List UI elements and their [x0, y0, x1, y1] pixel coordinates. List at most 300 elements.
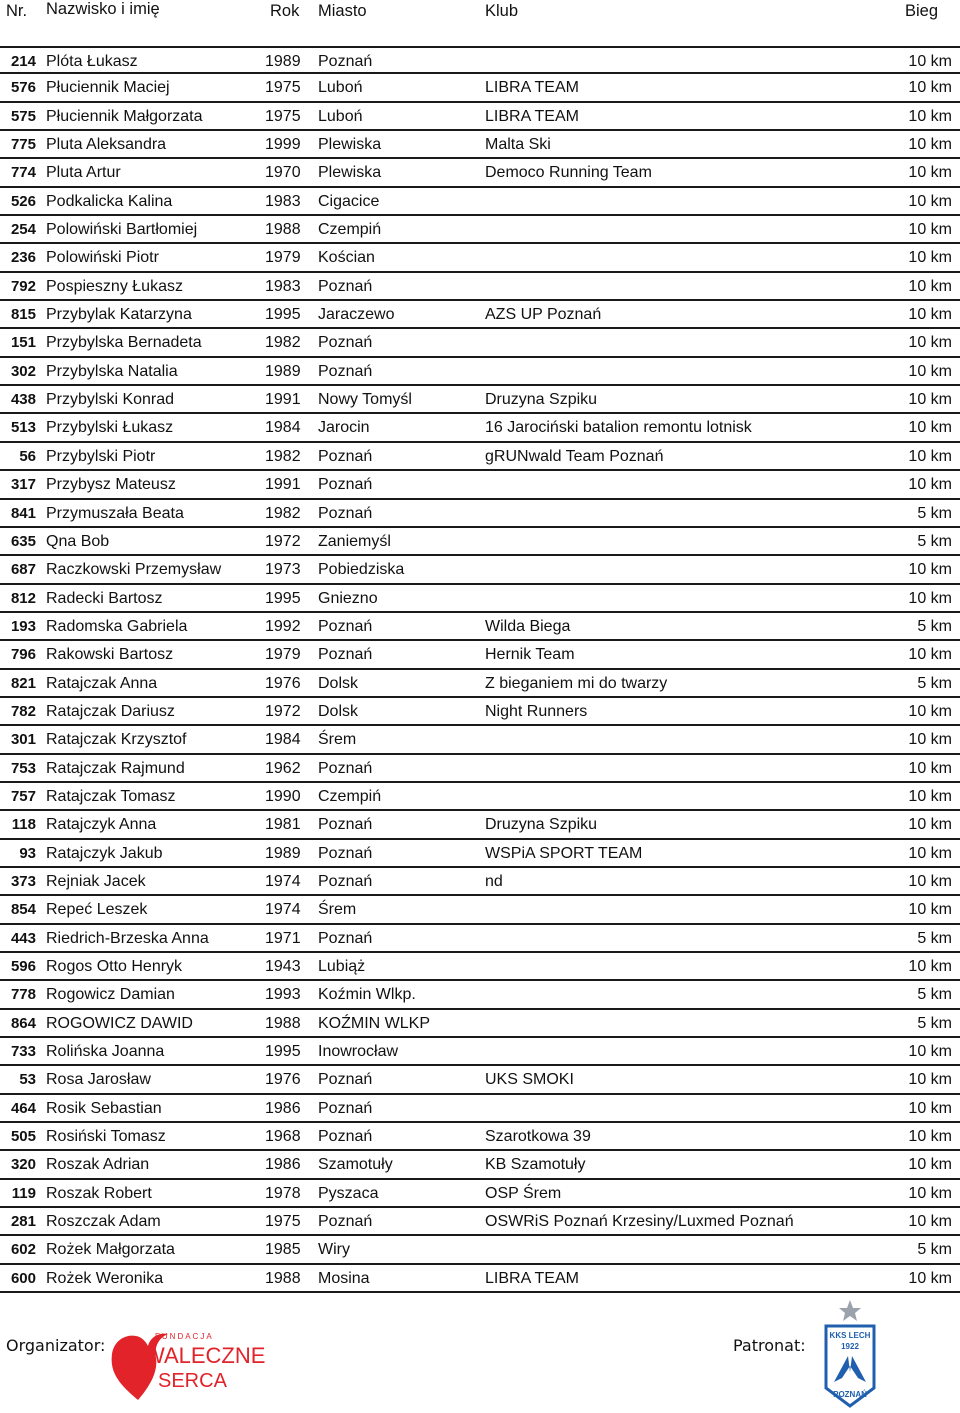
table-row — [0, 585, 960, 613]
row-nr: 812 — [10, 589, 36, 607]
row-club: LIBRA TEAM — [485, 79, 579, 97]
row-name: Ratajczak Rajmund — [46, 759, 185, 777]
row-city: Pyszaca — [318, 1184, 379, 1202]
row-race: 10 km — [908, 277, 952, 295]
row-year: 1991 — [265, 476, 301, 494]
row-city: Poznań — [318, 1128, 373, 1146]
row-club: UKS SMOKI — [485, 1071, 574, 1089]
row-city: Poznań — [318, 617, 373, 635]
table-row — [0, 670, 960, 698]
table-row — [0, 414, 960, 442]
table-row — [0, 613, 960, 641]
row-year: 1968 — [265, 1128, 301, 1146]
row-year: 1978 — [265, 1184, 301, 1202]
row-race: 10 km — [908, 1213, 952, 1231]
row-year: 1995 — [265, 589, 301, 607]
row-year: 1988 — [265, 221, 301, 239]
row-city: Plewiska — [318, 136, 382, 154]
row-city: Poznań — [318, 844, 373, 862]
row-year: 1983 — [265, 277, 301, 295]
row-year: 1975 — [265, 107, 301, 125]
row-nr: 792 — [10, 277, 36, 295]
row-year: 1982 — [265, 334, 301, 352]
row-year: 1992 — [265, 617, 301, 635]
row-race: 5 km — [917, 1014, 952, 1032]
row-race: 10 km — [908, 816, 952, 834]
row-name: Przybylak Katarzyna — [46, 306, 192, 324]
row-name: Przybylski Piotr — [46, 447, 156, 465]
row-race: 10 km — [908, 192, 952, 210]
row-nr: 635 — [10, 532, 36, 550]
row-nr: 596 — [10, 958, 36, 975]
row-name: Repeć Leszek — [46, 901, 148, 919]
row-city: Plewiska — [318, 164, 382, 182]
row-nr: 373 — [10, 872, 36, 890]
row-year: 1986 — [265, 1156, 301, 1174]
row-race: 10 km — [908, 53, 952, 70]
row-race: 10 km — [908, 164, 952, 182]
row-year: 1984 — [265, 419, 301, 437]
row-nr: 513 — [10, 419, 36, 437]
table-row — [0, 500, 960, 528]
row-city: Luboń — [318, 107, 363, 125]
header-nr: Nr. — [6, 2, 28, 20]
row-nr: 775 — [10, 136, 36, 154]
row-nr: 193 — [10, 617, 36, 635]
row-club: Druzyna Szpiku — [485, 816, 598, 834]
row-name: Przymuszała Beata — [46, 504, 184, 522]
table-row — [0, 46, 960, 74]
row-year: 1976 — [265, 674, 301, 692]
row-race: 10 km — [908, 419, 952, 437]
table-row — [0, 868, 960, 896]
row-club: Hernik Team — [485, 646, 575, 664]
row-year: 1983 — [265, 192, 301, 210]
row-name: Rożek Weronika — [46, 1269, 164, 1287]
row-name: Ratajczak Dariusz — [46, 702, 175, 720]
row-nr: 118 — [11, 816, 36, 834]
row-city: Czempiń — [318, 221, 382, 239]
row-year: 1989 — [265, 362, 301, 380]
footer — [0, 1300, 960, 1413]
row-club: LIBRA TEAM — [485, 1269, 579, 1287]
table-row — [0, 358, 960, 386]
row-year: 1972 — [265, 532, 301, 550]
table-row — [0, 1010, 960, 1038]
patron-label: Patronat: — [733, 1336, 806, 1355]
table-row — [0, 1180, 960, 1208]
row-year: 1975 — [265, 79, 301, 97]
table-row — [0, 726, 960, 754]
row-name: Rogos Otto Henryk — [46, 958, 183, 975]
row-nr: 56 — [19, 447, 36, 465]
row-race: 10 km — [908, 221, 952, 239]
row-year: 1981 — [265, 816, 301, 834]
row-club: OSWRiS Poznań Krzesiny/Luxmed Poznań — [485, 1213, 794, 1231]
row-name: Radecki Bartosz — [46, 589, 163, 607]
table-row — [0, 1151, 960, 1179]
table-row — [0, 443, 960, 471]
row-year: 1989 — [265, 844, 301, 862]
row-nr: 687 — [10, 561, 36, 579]
row-name: Ratajczak Anna — [46, 674, 158, 692]
row-club: 16 Jarociński batalion remontu lotnisk — [485, 419, 752, 437]
table-row — [0, 1123, 960, 1151]
row-nr: 778 — [10, 986, 36, 1004]
table-header — [0, 0, 960, 30]
table-row — [0, 188, 960, 216]
row-city: Gniezno — [318, 589, 378, 607]
row-year: 1962 — [265, 759, 301, 777]
row-nr: 317 — [10, 476, 36, 494]
crest-bottom-text: POZNAŃ — [833, 1390, 867, 1399]
row-name: Przybylski Łukasz — [46, 419, 174, 437]
row-city: Jaraczewo — [318, 306, 395, 324]
row-race: 10 km — [908, 787, 952, 805]
row-city: Koźmin Wlkp. — [318, 986, 416, 1004]
row-nr: 53 — [19, 1071, 36, 1089]
row-city: Poznań — [318, 1071, 373, 1089]
organizer-label: Organizator: — [6, 1336, 106, 1355]
row-name: Ratajczak Krzysztof — [46, 731, 187, 749]
row-city: Szamotuły — [318, 1156, 393, 1174]
row-club: nd — [485, 872, 503, 890]
row-nr: 320 — [10, 1156, 36, 1174]
row-race: 10 km — [908, 901, 952, 919]
row-city: Poznań — [318, 334, 373, 352]
row-nr: 733 — [10, 1043, 36, 1061]
table-row — [0, 244, 960, 272]
row-nr: 753 — [10, 759, 36, 777]
row-race: 10 km — [908, 391, 952, 409]
row-city: Dolsk — [318, 674, 359, 692]
row-city: Poznań — [318, 476, 373, 494]
row-race: 10 km — [908, 1184, 952, 1202]
row-name: Roszczak Adam — [46, 1213, 161, 1231]
row-year: 1990 — [265, 787, 301, 805]
row-race: 10 km — [908, 249, 952, 267]
row-name: Pospieszny Łukasz — [46, 277, 183, 295]
row-name: Ratajczak Tomasz — [46, 787, 176, 805]
table-row — [0, 528, 960, 556]
row-race: 5 km — [917, 504, 952, 522]
row-name: Qna Bob — [46, 532, 110, 550]
row-club: AZS UP Poznań — [485, 306, 602, 324]
row-club: gRUNwald Team Poznań — [485, 447, 664, 465]
row-race: 5 km — [917, 929, 952, 947]
table-row — [0, 755, 960, 783]
row-race: 5 km — [917, 1241, 952, 1259]
row-nr: 782 — [10, 702, 36, 720]
walecznie-serca-logo — [108, 1326, 266, 1404]
row-race: 10 km — [908, 447, 952, 465]
row-name: Rogowicz Damian — [46, 986, 175, 1004]
table-row — [0, 698, 960, 726]
row-name: Rolińska Joanna — [46, 1043, 165, 1061]
row-name: Ratajczyk Anna — [46, 816, 157, 834]
row-nr: 214 — [10, 53, 36, 70]
row-city: Lubiąż — [318, 958, 366, 975]
row-nr: 443 — [10, 929, 36, 947]
row-city: Poznań — [318, 816, 373, 834]
row-city: Nowy Tomyśl — [318, 391, 412, 409]
header-race: Bieg — [905, 2, 939, 20]
row-year: 1972 — [265, 702, 301, 720]
row-club: LIBRA TEAM — [485, 107, 579, 125]
row-city: Poznań — [318, 1099, 373, 1117]
row-year: 1995 — [265, 1043, 301, 1061]
row-race: 10 km — [908, 79, 952, 97]
row-race: 10 km — [908, 136, 952, 154]
row-race: 5 km — [917, 986, 952, 1004]
row-nr: 281 — [10, 1213, 36, 1231]
row-club: Malta Ski — [485, 136, 551, 154]
row-race: 10 km — [908, 107, 952, 125]
row-race: 10 km — [908, 731, 952, 749]
row-race: 10 km — [908, 561, 952, 579]
row-nr: 236 — [10, 249, 36, 267]
row-nr: 796 — [10, 646, 36, 664]
row-name: Rakowski Bartosz — [46, 646, 174, 664]
table-row — [0, 1095, 960, 1123]
row-city: Śrem — [318, 731, 357, 749]
row-year: 1999 — [265, 136, 301, 154]
row-club: Szarotkowa 39 — [485, 1128, 591, 1146]
row-year: 1995 — [265, 306, 301, 324]
row-club: OSP Śrem — [485, 1184, 562, 1202]
row-name: Roszak Adrian — [46, 1156, 150, 1174]
row-nr: 841 — [10, 504, 36, 522]
table-row — [0, 74, 960, 102]
row-year: 1971 — [265, 929, 301, 947]
table-row — [0, 783, 960, 811]
row-year: 1976 — [265, 1071, 301, 1089]
table-row — [0, 925, 960, 953]
row-race: 5 km — [917, 674, 952, 692]
row-name: Radomska Gabriela — [46, 617, 188, 635]
logo-bottom-text: SERCA — [158, 1370, 227, 1392]
row-city: Wiry — [318, 1241, 350, 1259]
row-club: Druzyna Szpiku — [485, 391, 598, 409]
row-nr: 302 — [10, 362, 36, 380]
row-nr: 757 — [10, 787, 36, 805]
row-city: Poznań — [318, 646, 373, 664]
row-race: 10 km — [908, 589, 952, 607]
table-row — [0, 216, 960, 244]
row-year: 1979 — [265, 249, 301, 267]
table-row — [0, 1265, 960, 1293]
row-name: Płuciennik Maciej — [46, 79, 170, 97]
row-race: 10 km — [908, 702, 952, 720]
row-name: Przybylska Bernadeta — [46, 334, 202, 352]
row-race: 10 km — [908, 306, 952, 324]
row-name: Rosiński Tomasz — [46, 1128, 166, 1146]
row-year: 1993 — [265, 986, 301, 1004]
row-nr: 93 — [19, 844, 36, 862]
row-race: 10 km — [908, 646, 952, 664]
row-race: 5 km — [917, 617, 952, 635]
crest-top-text: KKS LECH — [829, 1331, 871, 1340]
row-race: 10 km — [908, 759, 952, 777]
row-race: 10 km — [908, 1128, 952, 1146]
row-race: 10 km — [908, 1099, 952, 1117]
row-race: 10 km — [908, 362, 952, 380]
row-name: Przybysz Mateusz — [46, 476, 176, 494]
row-year: 1943 — [265, 958, 301, 975]
row-city: Dolsk — [318, 702, 359, 720]
row-club: WSPiA SPORT TEAM — [485, 844, 643, 862]
crest-year-text: 1922 — [841, 1342, 859, 1351]
row-name: Rosik Sebastian — [46, 1099, 162, 1117]
row-name: Płuciennik Małgorzata — [46, 107, 203, 125]
row-race: 10 km — [908, 1269, 952, 1287]
row-nr: 464 — [10, 1099, 36, 1117]
row-city: Poznań — [318, 447, 373, 465]
row-nr: 600 — [10, 1269, 36, 1287]
logo-top-text: FUNDACJA — [155, 1332, 214, 1341]
row-year: 1991 — [265, 391, 301, 409]
row-name: Roszak Robert — [46, 1184, 152, 1202]
row-city: KOŹMIN WLKP — [318, 1014, 431, 1032]
row-year: 1989 — [265, 53, 301, 70]
table-row — [0, 840, 960, 868]
row-city: Kościan — [318, 249, 375, 267]
table-row — [0, 159, 960, 187]
row-race: 10 km — [908, 872, 952, 890]
row-year: 1985 — [265, 1241, 301, 1259]
row-city: Poznań — [318, 277, 373, 295]
row-name: Ratajczyk Jakub — [46, 844, 163, 862]
row-race: 10 km — [908, 1071, 952, 1089]
row-city: Cigacice — [318, 192, 380, 210]
header-name: Nazwisko i imię — [46, 0, 160, 18]
row-city: Poznań — [318, 929, 373, 947]
row-nr: 151 — [10, 334, 36, 352]
row-name: Pluta Artur — [46, 164, 121, 182]
row-name: Przybylska Natalia — [46, 362, 178, 380]
row-year: 1982 — [265, 447, 301, 465]
row-name: Polowiński Bartłomiej — [46, 221, 198, 239]
row-city: Jarocin — [318, 419, 370, 437]
row-year: 1974 — [265, 901, 301, 919]
row-city: Mosina — [318, 1269, 370, 1287]
row-nr: 821 — [10, 674, 36, 692]
table-row — [0, 953, 960, 981]
table-row — [0, 1208, 960, 1236]
row-nr: 815 — [10, 306, 36, 324]
row-nr: 301 — [10, 731, 36, 749]
row-city: Zaniemyśl — [318, 532, 391, 550]
table-row — [0, 556, 960, 584]
row-name: Pluta Aleksandra — [46, 136, 167, 154]
row-nr: 526 — [10, 192, 36, 210]
row-nr: 774 — [10, 164, 36, 182]
row-name: Podkalicka Kalina — [46, 192, 173, 210]
star-icon — [839, 1300, 861, 1321]
header-club: Klub — [485, 2, 519, 20]
row-year: 1982 — [265, 504, 301, 522]
row-name: Plóta Łukasz — [46, 53, 138, 70]
table-row — [0, 131, 960, 159]
row-nr: 505 — [10, 1128, 36, 1146]
row-club: Night Runners — [485, 702, 588, 720]
row-city: Poznań — [318, 53, 373, 70]
row-race: 10 km — [908, 1043, 952, 1061]
table-row — [0, 981, 960, 1009]
row-race: 10 km — [908, 1156, 952, 1174]
row-name: Rejniak Jacek — [46, 872, 146, 890]
row-year: 1973 — [265, 561, 301, 579]
header-year: Rok — [270, 2, 300, 20]
table-row — [0, 1066, 960, 1094]
row-name: Polowiński Piotr — [46, 249, 159, 267]
row-nr: 854 — [10, 901, 36, 919]
row-name: Raczkowski Przemysław — [46, 561, 222, 579]
row-club: KB Szamotuły — [485, 1156, 586, 1174]
row-nr: 864 — [10, 1014, 36, 1032]
logo-main-text: WALECZNE — [144, 1343, 266, 1368]
row-race: 10 km — [908, 844, 952, 862]
row-nr: 575 — [10, 107, 36, 125]
row-city: Czempiń — [318, 787, 382, 805]
row-city: Luboń — [318, 79, 363, 97]
row-year: 1974 — [265, 872, 301, 890]
row-year: 1986 — [265, 1099, 301, 1117]
row-club: Democo Running Team — [485, 164, 652, 182]
row-city: Inowrocław — [318, 1043, 399, 1061]
header-city: Miasto — [318, 2, 367, 20]
row-year: 1979 — [265, 646, 301, 664]
participants-table — [0, 46, 960, 1293]
row-year: 1988 — [265, 1269, 301, 1287]
row-name: ROGOWICZ DAWID — [46, 1014, 193, 1032]
table-row — [0, 471, 960, 499]
row-city: Poznań — [318, 759, 373, 777]
row-name: Riedrich-Brzeska Anna — [46, 929, 209, 947]
row-year: 1970 — [265, 164, 301, 182]
table-row — [0, 811, 960, 839]
table-row — [0, 329, 960, 357]
row-race: 5 km — [917, 532, 952, 550]
row-nr: 119 — [11, 1184, 36, 1202]
row-year: 1984 — [265, 731, 301, 749]
row-name: Przybylski Konrad — [46, 391, 175, 409]
row-race: 10 km — [908, 476, 952, 494]
table-row — [0, 1236, 960, 1264]
row-race: 10 km — [908, 958, 952, 975]
row-nr: 576 — [10, 79, 36, 97]
table-row — [0, 386, 960, 414]
row-city: Poznań — [318, 1213, 373, 1231]
kks-lech-logo — [820, 1300, 880, 1410]
row-year: 1988 — [265, 1014, 301, 1032]
row-name: Rosa Jarosław — [46, 1071, 151, 1089]
row-race: 10 km — [908, 334, 952, 352]
row-city: Pobiedziska — [318, 561, 405, 579]
row-nr: 602 — [10, 1241, 36, 1259]
table-row — [0, 273, 960, 301]
row-name: Rożek Małgorzata — [46, 1241, 175, 1259]
table-row — [0, 641, 960, 669]
table-row — [0, 103, 960, 131]
row-city: Śrem — [318, 901, 357, 919]
row-nr: 254 — [10, 221, 36, 239]
table-row — [0, 896, 960, 924]
row-year: 1975 — [265, 1213, 301, 1231]
row-club: Z bieganiem mi do twarzy — [485, 674, 668, 692]
table-row — [0, 301, 960, 329]
row-city: Poznań — [318, 362, 373, 380]
